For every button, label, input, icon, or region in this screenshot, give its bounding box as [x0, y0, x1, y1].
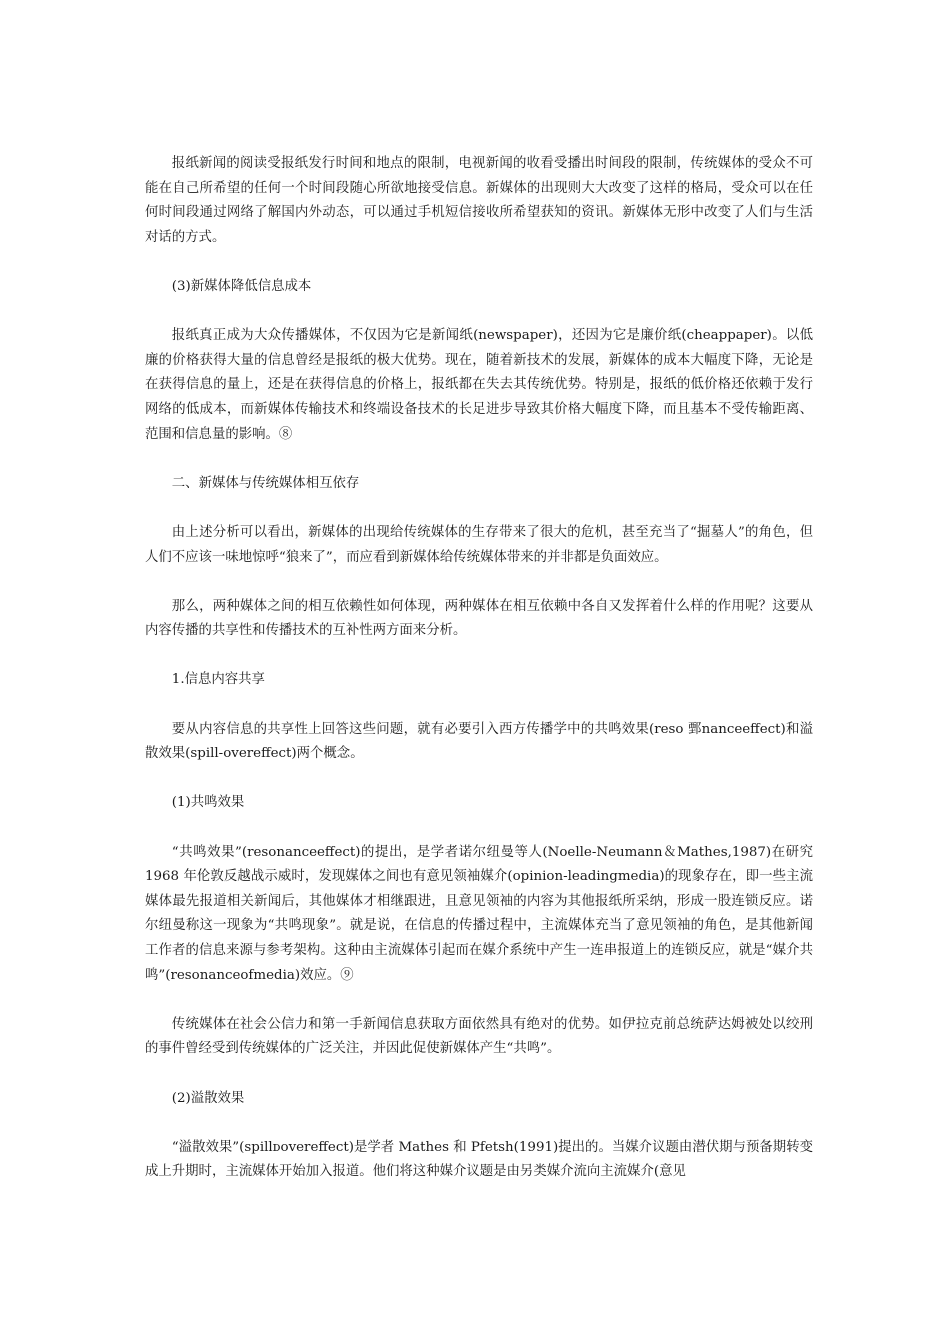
- paragraph-concepts: 要从内容信息的共享性上回答这些问题，就有必要引入西方传播学中的共鸣效果(reso 鄄nanceeffect)和溢散效果(spill-overeffect)两个概念。: [145, 721, 813, 762]
- paragraph-media-time: 报纸新闻的阅读受报纸发行时间和地点的限制，电视新闻的收看受播出时间段的限制，传统媒体的受众不可能在自己所希望的任何一个时间段随心所欲地接受信息。新媒体的出现则大大改变了这样的格局，受众可以在任何时间段通过网络了解国内外动态，可以通过手机短信接收所希望获知的资讯。新媒体无形中改变了人们与生活对话的方式。: [145, 156, 813, 245]
- section-heading-interdependence: 二、新媒体与传统媒体相互依存: [171, 475, 360, 491]
- paragraph-spillover-effect: “溢散效果”(spillᴅovereffect)是学者 Mathes 和 Pfetsh(1991)提出的。当媒介议题由潜伏期与预备期转变成上升期时，主流媒体开始加入报道。他们将这种媒介议题是由另类媒介流向主流媒介(意见: [145, 1139, 813, 1180]
- section-heading-spillover: (2)溢散效果: [171, 1090, 245, 1106]
- section-heading-resonance: (1)共鸣效果: [171, 795, 245, 811]
- paragraph-question: 那么，两种媒体之间的相互依赖性如何体现，两种媒体在相互依赖中各自又发挥着什么样的作用呢？这要从内容传播的共享性和传播技术的互补性两方面来分析。: [145, 598, 813, 639]
- paragraph-crisis: 由上述分析可以看出，新媒体的出现给传统媒体的生存带来了很大的危机，甚至充当了“掘墓人”的角色，但人们不应该一味地惊呼“狼来了”，而应看到新媒体给传统媒体带来的并非都是负面效应。: [145, 524, 813, 565]
- section-heading-content-sharing: 1.信息内容共享: [171, 672, 265, 688]
- paragraph-cheap-paper: 报纸真正成为大众传播媒体，不仅因为它是新闻纸(newspaper)，还因为它是廉价纸(cheappaper)。以低廉的价格获得大量的信息曾经是报纸的极大优势。现在，随着新技术的发展，新媒体的成本大幅度下降，无论是在获得信息的量上，还是在获得信息的价格上，报纸都在失去其传统优势。特别是，报纸的低价格还依赖于发行网络的低成本，而新媒体传输技术和终端设备技术的长足进步导致其价格大幅度下降，而且基本不受传输距离、范围和信息量的影响。⑧: [145, 328, 813, 442]
- paragraph-resonance-effect: “共鸣效果”(resonanceeffect)的提出，是学者诺尔纽曼等人(Noelle-Neumann＆Mathes,1987)在研究 1968 年伦敦反越战示威时，发现媒体之间也有意见领袖媒介(opinion-leadingmedia)的现象存在，即一些主流媒体最先报道相关新闻后，其他媒体才相继跟进，且意见领袖的内容为其他报纸所采纳，形成一股连锁反应。诺尔纽曼称这一现象为“共鸣现象”。就是说，在信息的传播过程中，主流媒体充当了意见领袖的角色，是其他新闻工作者的信息来源与参考架构。这种由主流媒体引起而在媒介系统中产生一连串报道上的连锁反应，就是“媒介共鸣”(resonanceofmedia)效应。⑨: [145, 844, 813, 983]
- document-page: [145, 152, 813, 1210]
- paragraph-traditional-advantage: 传统媒体在社会公信力和第一手新闻信息获取方面依然具有绝对的优势。如伊拉克前总统萨达姆被处以绞刑的事件曾经受到传统媒体的广泛关注，并因此促使新媒体产生“共鸣”。: [145, 1016, 813, 1057]
- section-heading-cost: (3)新媒体降低信息成本: [171, 278, 312, 294]
